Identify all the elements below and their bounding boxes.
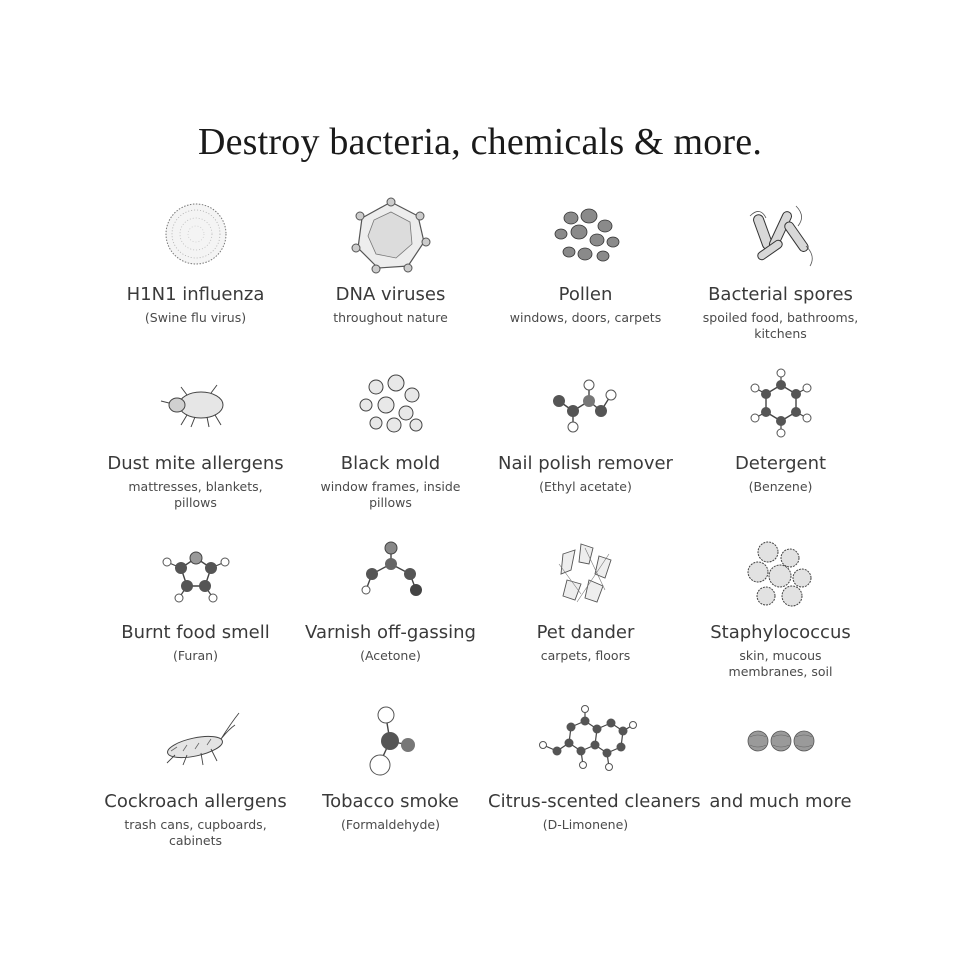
item-desc: carpets, floors — [540, 648, 631, 663]
item-varnish-off-gassing — [293, 534, 488, 664]
item-name: Cockroach allergens — [104, 791, 287, 812]
item-desc: trash cans, cupboards, cabinets — [124, 817, 267, 848]
item-pollen — [488, 196, 683, 326]
item-name: Detergent — [734, 453, 827, 474]
item-citrus-cleaners — [488, 703, 701, 833]
item-name: Nail polish remover — [498, 453, 673, 474]
item-dna-viruses — [293, 196, 488, 326]
item-name: Varnish off-gassing — [305, 622, 476, 643]
item-name: Pollen — [558, 284, 613, 305]
item-bacterial-spores — [683, 196, 878, 342]
item-desc: (Swine flu virus) — [144, 310, 247, 325]
grid-row — [98, 703, 878, 872]
item-cockroach-allergens — [98, 703, 293, 849]
ethyl-acetate-molecule-icon — [541, 365, 631, 445]
item-name: Tobacco smoke — [322, 791, 459, 812]
three-particles-icon — [736, 703, 826, 783]
item-name: and much more — [709, 791, 852, 812]
virus-sphere-icon — [151, 196, 241, 276]
benzene-molecule-icon — [736, 365, 826, 445]
item-desc: (D-Limonene) — [542, 817, 629, 832]
item-name: Bacterial spores — [708, 284, 853, 305]
item-name: Pet dander — [536, 622, 635, 643]
item-desc: windows, doors, carpets — [509, 310, 662, 325]
item-tobacco-smoke — [293, 703, 488, 833]
item-desc: spoiled food, bathrooms, kitchens — [702, 310, 859, 341]
item-desc: (Benzene) — [748, 479, 813, 494]
cockroach-icon — [151, 703, 241, 783]
item-desc: window frames, inside pillows — [320, 479, 461, 510]
item-desc: (Ethyl acetate) — [539, 479, 632, 494]
item-black-mold — [293, 365, 488, 511]
item-desc: mattresses, blankets, pillows — [128, 479, 263, 510]
item-burnt-food-smell — [98, 534, 293, 664]
item-detergent — [683, 365, 878, 495]
item-desc: (Acetone) — [360, 648, 421, 663]
page-title: Destroy bacteria, chemicals & more. — [197, 121, 763, 163]
item-name: Staphylococcus — [710, 622, 851, 643]
item-nail-polish-remover — [488, 365, 683, 495]
grid-row — [98, 196, 878, 365]
mold-spores-icon — [346, 365, 436, 445]
pollen-icon — [541, 196, 631, 276]
item-staphylococcus — [683, 534, 878, 680]
pet-dander-icon — [541, 534, 631, 614]
bacterial-spores-icon — [736, 196, 826, 276]
item-name: DNA viruses — [335, 284, 446, 305]
grid-row — [98, 365, 878, 534]
item-dust-mite — [98, 365, 293, 511]
grid-row — [98, 534, 878, 703]
item-pet-dander — [488, 534, 683, 664]
dust-mite-icon — [151, 365, 241, 445]
item-name: H1N1 influenza — [126, 284, 265, 305]
item-name: Burnt food smell — [121, 622, 270, 643]
dna-virus-icon — [346, 196, 436, 276]
contaminant-grid — [98, 196, 878, 872]
item-desc: (Furan) — [173, 648, 218, 663]
formaldehyde-molecule-icon — [346, 703, 436, 783]
item-h1n1 — [98, 196, 293, 326]
staphylococcus-icon — [736, 534, 826, 614]
item-name: Citrus-scented cleaners — [488, 791, 701, 812]
item-desc: (Formaldehyde) — [341, 817, 440, 832]
acetone-molecule-icon — [346, 534, 436, 614]
item-desc: skin, mucous membranes, soil — [728, 648, 833, 679]
item-name: Black mold — [340, 453, 441, 474]
item-name: Dust mite allergens — [107, 453, 284, 474]
furan-molecule-icon — [151, 534, 241, 614]
item-desc: throughout nature — [333, 310, 448, 325]
limonene-molecule-icon — [531, 703, 641, 783]
item-and-much-more — [683, 703, 878, 817]
